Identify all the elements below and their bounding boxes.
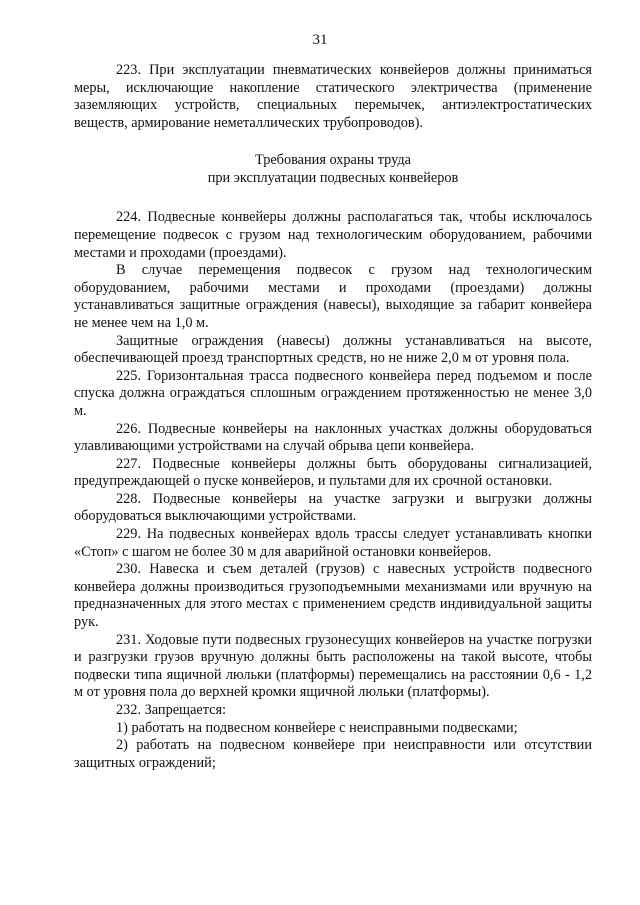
paragraph-229: 229. На подвесных конвейерах вдоль трассы следует устанавливать кнопки «Стоп» с шагом не более 30 м для аварийной остановки конвейеров. — [74, 526, 592, 560]
section-heading-line-2: при эксплуатации подвесных конвейеров — [207, 170, 459, 187]
paragraph-232: 232. Запрещается: — [116, 702, 227, 718]
paragraph-228: 228. Подвесные конвейеры на участке загрузки и выгрузки должны оборудоваться выключающими устройствами. — [74, 490, 592, 525]
paragraph-223: 223. При эксплуатации пневматических конвейеров должны приниматься меры, исключающие накопление статического электричества (применение заземляющих устройств, специальных перемычек, антиэлектростатических веществ, армирование неметаллических трубопроводов). — [74, 62, 592, 131]
page-number: 31 — [312, 32, 328, 48]
paragraph-226: 226. Подвесные конвейеры на наклонных участках должны оборудоваться улавливающими устройствами на случай обрыва цепи конвейера. — [74, 420, 592, 455]
paragraph-224: 224. Подвесные конвейеры должны располагаться так, чтобы исключалось перемещение подвесок с грузом над технологическим оборудованием, рабочими местами и проходами (проездами). — [74, 209, 592, 261]
section-heading — [74, 151, 592, 187]
paragraph-224-part-2: В случае перемещения подвесок с грузом над технологическим оборудованием, рабочими местами и проходами (проездами) должны устанавливаться защитные ограждения (навесы), выходящие за габарит конвейера не менее чем на 1,0 м. — [74, 262, 592, 331]
paragraph-230: 230. Навеска и съем деталей (грузов) с навесных устройств подвесного конвейера должны производиться грузоподъемными механизмами или вручную на предназначенных для этого местах с применением средств индивидуальной защиты рук. — [74, 561, 592, 631]
paragraph-227: 227. Подвесные конвейеры должны быть оборудованы сигнализацией, предупреждающей о пуске конвейеров, и пультами для их срочной остановки. — [74, 455, 592, 490]
document-body — [74, 62, 592, 772]
paragraph-225: 225. Горизонтальная трасса подвесного конвейера перед подъемом и после спуска должна ограждаться сплошным ограждением протяженностью не менее 3,0 м. — [74, 367, 592, 419]
paragraph-224-part-3: Защитные ограждения (навесы) должны устанавливаться на высоте, обеспечивающей проезд транспортных средств, но не ниже 2,0 м от уровня пола. — [74, 332, 592, 367]
list-item-1: 1) работать на подвесном конвейере с неисправными подвесками; — [116, 719, 518, 736]
section-heading-line-1: Требования охраны труда — [255, 152, 411, 169]
list-item-2: 2) работать на подвесном конвейере при неисправности или отсутствии защитных ограждений; — [74, 737, 592, 771]
paragraph-231: 231. Ходовые пути подвесных грузонесущих конвейеров на участке погрузки и разгрузки грузов вручную должны быть расположены на такой высоте, чтобы подвески типа ящичной люльки (платформы) перемещались на расстоянии 0,6 - 1,2 м от уровня пола до верхней кромки ящичной люльки (платформы). — [74, 631, 592, 701]
